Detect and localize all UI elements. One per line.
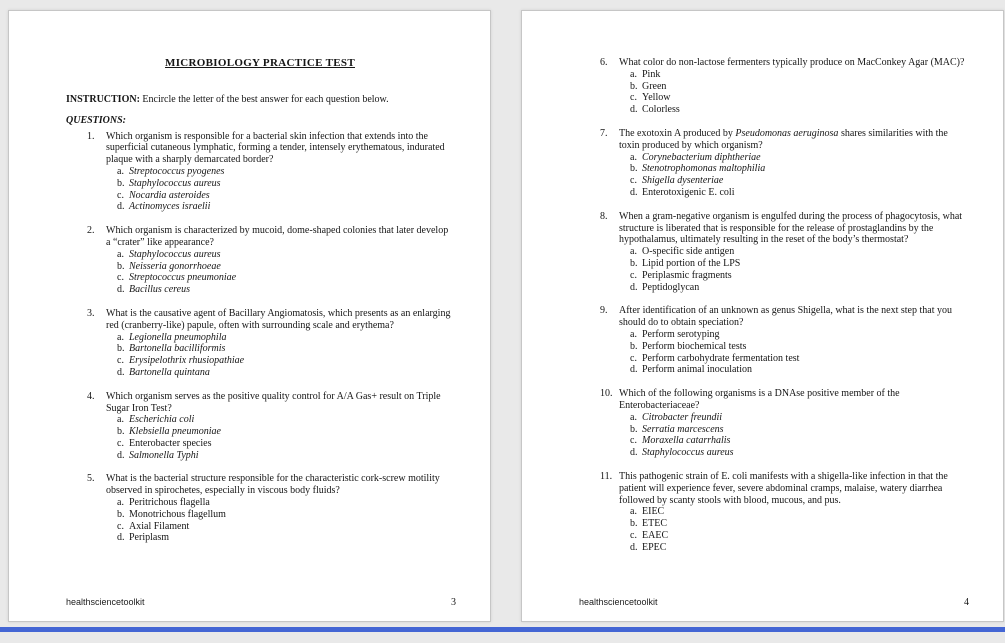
option-text: Peptidoglycan xyxy=(642,281,700,293)
answer-option xyxy=(630,518,967,530)
answer-option xyxy=(117,355,454,367)
option-text: Lipid portion of the LPS xyxy=(642,257,741,269)
option-letter: d. xyxy=(630,541,638,553)
option-letter: d. xyxy=(117,201,125,213)
option-letter: b. xyxy=(117,260,125,272)
option-text: Periplasmic fragments xyxy=(642,269,732,281)
answer-option xyxy=(630,329,967,341)
option-text: Nocardia asteroides xyxy=(129,189,210,201)
option-letter: b. xyxy=(630,340,638,352)
question-number: 5. xyxy=(87,473,95,485)
answer-option xyxy=(630,341,967,353)
option-text: Enterobacter species xyxy=(129,437,212,449)
answer-option xyxy=(117,414,454,426)
answer-option xyxy=(117,249,454,261)
question-number: 1. xyxy=(87,130,95,142)
option-text: Enterotoxigenic E. coli xyxy=(642,186,735,198)
option-letter: b. xyxy=(630,518,638,530)
question-text: When a gram-negative organism is engulfed during the process of phagocytosis, what structure is liberated that is responsible for the release of prostaglandins by the hypothalamus, ultimately resulting in the reset of the body’s thermostat? xyxy=(619,210,963,246)
option-text: Perform animal inoculation xyxy=(642,364,752,376)
answer-option xyxy=(630,152,967,164)
option-text: Perform carbohydrate fermentation test xyxy=(642,352,800,364)
document-page-left xyxy=(8,10,491,622)
option-letter: c. xyxy=(117,437,124,449)
option-text: Perform serotyping xyxy=(642,328,720,340)
option-text: Green xyxy=(642,80,667,92)
answer-option xyxy=(117,261,454,273)
answer-option xyxy=(117,532,454,544)
option-letter: c. xyxy=(630,529,637,541)
option-letter: c. xyxy=(630,92,637,104)
question-text: Which organism is characterized by mucoid, dome-shaped colonies that later develop a “crater” like appearance? xyxy=(106,225,449,248)
option-letter: b. xyxy=(117,177,125,189)
option-letter: b. xyxy=(117,343,125,355)
option-text: Staphylococcus aureus xyxy=(129,177,221,189)
question-number: 8. xyxy=(600,210,608,222)
questions-label: QUESTIONS: xyxy=(66,114,127,126)
answer-option xyxy=(117,438,454,450)
instruction-text: Encircle the letter of the best answer for each question below. xyxy=(139,93,389,105)
option-letter: a. xyxy=(117,414,124,426)
option-text: Staphylococcus aureus xyxy=(642,447,734,459)
option-letter: c. xyxy=(630,352,637,364)
option-text: Erysipelothrix rhusiopathiae xyxy=(129,355,245,367)
option-letter: a. xyxy=(117,165,124,177)
option-text: Moraxella catarrhalis xyxy=(642,435,731,447)
answer-option xyxy=(630,530,967,542)
answer-option xyxy=(117,367,454,379)
answer-option xyxy=(117,166,454,178)
answer-option xyxy=(117,450,454,462)
option-letter: a. xyxy=(630,246,637,258)
question-text: After identification of an unknown as genus Shigella, what is the next step that you should do to obtain speciation? xyxy=(619,305,952,329)
question xyxy=(600,305,967,376)
question xyxy=(87,131,454,214)
page-number: 3 xyxy=(451,597,456,608)
answer-option xyxy=(630,270,967,282)
answer-option xyxy=(117,332,454,344)
option-text: Serratia marcescens xyxy=(642,423,724,435)
question xyxy=(600,57,967,116)
answer-option xyxy=(630,92,967,104)
question xyxy=(600,388,967,459)
answer-option xyxy=(117,284,454,296)
option-text: Peritrichous flagella xyxy=(129,497,210,509)
questions-list xyxy=(579,57,967,553)
question xyxy=(600,128,967,199)
option-letter: a. xyxy=(630,151,637,163)
page-number: 4 xyxy=(964,597,969,608)
option-text: Salmonella Typhi xyxy=(129,449,199,461)
answer-option xyxy=(630,246,967,258)
answer-option xyxy=(630,506,967,518)
option-text: Streptococcus pneumoniae xyxy=(129,272,237,284)
option-letter: d. xyxy=(117,284,125,296)
footer-brand: healthsciencetoolkit xyxy=(579,597,658,607)
question-number: 4. xyxy=(87,390,95,402)
answer-option xyxy=(630,163,967,175)
answer-option xyxy=(117,426,454,438)
option-text: Bacillus cereus xyxy=(129,284,191,296)
option-text: EAEC xyxy=(642,529,669,541)
answer-option xyxy=(117,190,454,202)
answer-option xyxy=(117,509,454,521)
option-letter: c. xyxy=(117,520,124,532)
document-title: MICROBIOLOGY PRACTICE TEST xyxy=(165,57,355,69)
question-number: 2. xyxy=(87,225,95,237)
answer-option xyxy=(117,178,454,190)
option-letter: c. xyxy=(630,269,637,281)
option-text: O-specific side antigen xyxy=(642,246,735,258)
footer-brand: healthsciencetoolkit xyxy=(66,597,145,607)
question-text: What is the causative agent of Bacillary Angiomatosis, which presents as an enlarging red (cranberry-like) papule, often with surrounding scale and erythema? xyxy=(106,307,451,331)
option-letter: b. xyxy=(117,508,125,520)
option-letter: d. xyxy=(630,447,638,459)
option-text: ETEC xyxy=(642,518,667,530)
option-text: Perform biochemical tests xyxy=(642,340,747,352)
option-letter: d. xyxy=(630,364,638,376)
option-text: Colorless xyxy=(642,104,680,116)
answer-option xyxy=(630,69,967,81)
page-footer xyxy=(579,597,969,608)
question-number: 3. xyxy=(87,307,95,319)
question-number: 9. xyxy=(600,305,608,317)
question xyxy=(87,473,454,544)
option-text: Bartonella quintana xyxy=(129,366,210,378)
page-footer xyxy=(66,597,456,608)
option-letter: d. xyxy=(630,281,638,293)
question-text: What color do non-lactose fermenters typically produce on MacConkey Agar (MAC)? xyxy=(619,57,965,68)
question xyxy=(87,225,454,296)
page-content xyxy=(579,57,967,565)
question xyxy=(600,211,967,294)
question-number: 6. xyxy=(600,57,608,68)
option-text: Actinomyces israelii xyxy=(129,201,211,213)
questions-list xyxy=(66,131,454,545)
option-text: Periplasm xyxy=(129,532,169,544)
option-letter: a. xyxy=(117,248,124,260)
option-letter: d. xyxy=(117,366,125,378)
page-content xyxy=(66,57,454,556)
answer-option xyxy=(630,435,967,447)
question-text: The exotoxin A produced by Pseudomonas aeruginosa shares similarities with the toxin produced by which organism? xyxy=(619,127,948,151)
option-letter: d. xyxy=(117,449,125,461)
option-letter: b. xyxy=(630,163,638,175)
option-letter: a. xyxy=(630,506,637,518)
question xyxy=(87,308,454,379)
option-letter: c. xyxy=(630,175,637,187)
option-text: Streptococcus pyogenes xyxy=(129,165,225,177)
option-letter: b. xyxy=(117,426,125,438)
answer-option xyxy=(117,272,454,284)
answer-option xyxy=(630,175,967,187)
answer-option xyxy=(117,343,454,355)
option-letter: a. xyxy=(630,411,637,423)
option-letter: a. xyxy=(117,331,124,343)
answer-option xyxy=(630,447,967,459)
option-letter: d. xyxy=(117,532,125,544)
option-text: EIEC xyxy=(642,506,665,518)
answer-option xyxy=(117,497,454,509)
option-text: Neisseria gonorrhoeae xyxy=(129,260,221,272)
option-text: Pink xyxy=(642,68,661,80)
option-text: Legionella pneumophila xyxy=(129,331,227,343)
question xyxy=(600,471,967,554)
option-letter: a. xyxy=(630,68,637,80)
option-text: Staphylococcus aureus xyxy=(129,248,221,260)
question-text: This pathogenic strain of E. coli manifests with a shigella-like infection in that the patient will experience fever, severe abdominal cramps, malaise, watery diarrhea followed by scanty stools with blood, mucous, and pus. xyxy=(619,470,948,506)
question-text: What is the bacterial structure responsible for the characteristic cork-screw motility observed in spirochetes, especially in viscous body fluids? xyxy=(106,473,440,497)
question-text: Which organism is responsible for a bacterial skin infection that extends into the superficial cutaneous lymphatic, forming a tender, intensely erythematous, indurated plaque with a sharply demarcated border? xyxy=(106,130,445,166)
option-letter: b. xyxy=(630,257,638,269)
answer-option xyxy=(630,364,967,376)
option-text: EPEC xyxy=(642,541,667,553)
option-text: Escherichia coli xyxy=(129,414,195,426)
question xyxy=(87,391,454,462)
option-text: Axial Filament xyxy=(129,520,190,532)
answer-option xyxy=(630,104,967,116)
question-number: 11. xyxy=(600,470,613,482)
answer-option xyxy=(630,353,967,365)
option-text: Shigella dysenteriae xyxy=(642,175,724,187)
question-number: 10. xyxy=(600,388,613,400)
answer-option xyxy=(630,187,967,199)
option-text: Corynebacterium diphtheriae xyxy=(642,151,761,163)
option-text: Klebsiella pneumoniae xyxy=(129,426,221,438)
option-letter: d. xyxy=(630,186,638,198)
instruction-label: INSTRUCTION: xyxy=(66,93,140,105)
option-text: Bartonella bacilliformis xyxy=(129,343,226,355)
option-text: Stenotrophomonas maltophilia xyxy=(642,163,766,175)
answer-option xyxy=(630,282,967,294)
option-letter: c. xyxy=(630,435,637,447)
option-text: Citrobacter freundii xyxy=(642,411,723,423)
bottom-accent-bar xyxy=(0,627,1005,632)
option-letter: c. xyxy=(117,272,124,284)
instruction-line xyxy=(66,94,454,106)
question-text: Which organism serves as the positive quality control for A/A Gas+ result on Triple Sugar Iron Test? xyxy=(106,390,441,414)
option-letter: a. xyxy=(117,497,124,509)
answer-option xyxy=(630,412,967,424)
answer-option xyxy=(630,542,967,554)
answer-option xyxy=(630,424,967,436)
question-text: Which of the following organisms is a DNAse positive member of the Enterobacteriaceae? xyxy=(619,388,900,411)
answer-option xyxy=(630,258,967,270)
answer-option xyxy=(630,81,967,93)
document-page-right xyxy=(521,10,1004,622)
option-letter: b. xyxy=(630,423,638,435)
option-letter: b. xyxy=(630,80,638,92)
option-letter: c. xyxy=(117,189,124,201)
answer-option xyxy=(117,521,454,533)
option-letter: a. xyxy=(630,328,637,340)
option-text: Monotrichous flagellum xyxy=(129,508,226,520)
answer-option xyxy=(117,201,454,213)
option-letter: d. xyxy=(630,104,638,116)
option-text: Yellow xyxy=(642,92,671,104)
option-letter: c. xyxy=(117,355,124,367)
question-number: 7. xyxy=(600,127,608,139)
